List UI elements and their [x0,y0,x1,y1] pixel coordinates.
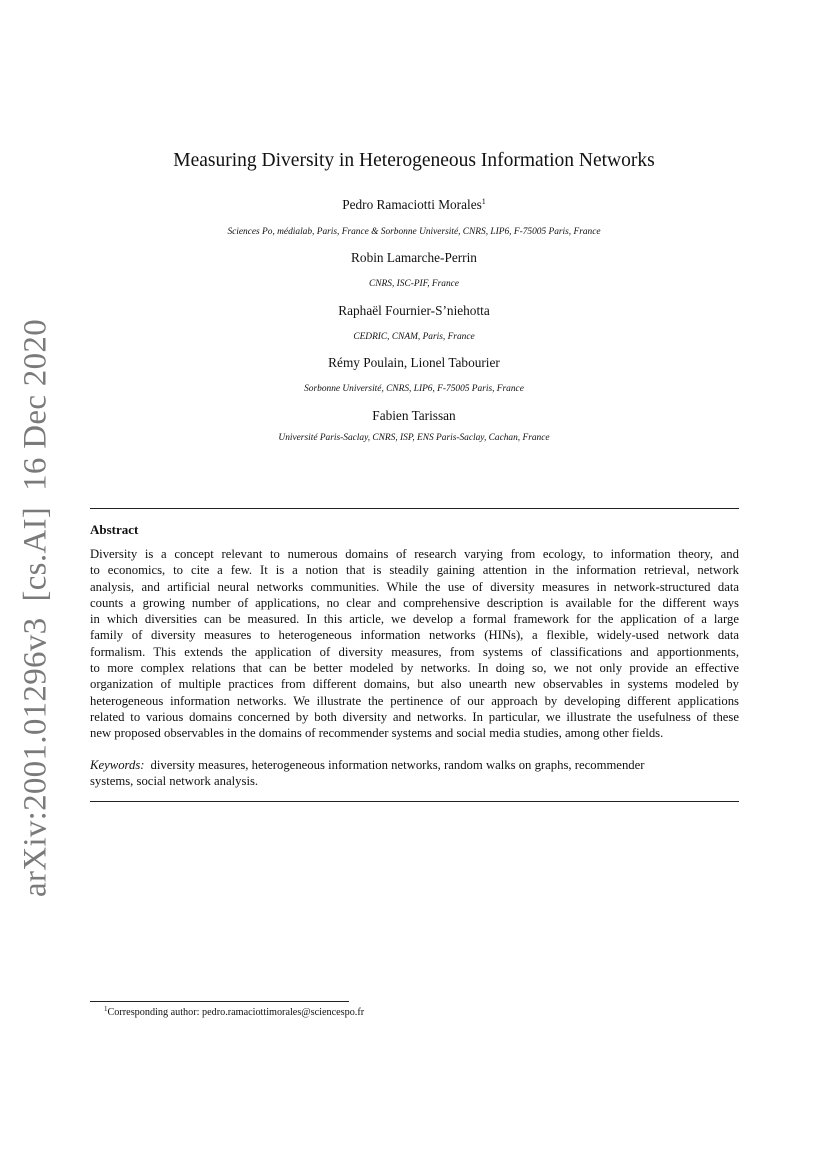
abstract-line: to more complex relations that can be better modeled by networks. In doing so, we not only provide an effective [90,661,739,676]
keywords-label: Keywords: [90,758,145,772]
arxiv-id: arXiv:2001.01296v3 [17,617,54,898]
abstract-line: related to various domains concerned by both diversity and networks. In particular, we illustrate the usefulness of these [90,709,739,724]
author-name [0,197,828,213]
abstract-line: in which diversities can be measured. In this article, we develop a formal framework for the application of a large [90,612,739,627]
abstract-line: to economics, to cite a few. It is a notion that is steadily gaining attention in the information retrieval, network [90,563,739,578]
arxiv-category: [cs.AI] [17,506,54,602]
arxiv-date: 16 Dec 2020 [17,318,54,491]
author-affiliation: CEDRIC, CNAM, Paris, France [353,332,475,342]
footnote-text: Corresponding author: pedro.ramaciottimorales@sciencespo.fr [107,1007,365,1018]
footnote-rule [90,1001,349,1002]
abstract-line: formalism. This extends the application of diversity measures, from systems of classifications and apportionments, [90,644,739,659]
keywords-text: diversity measures, heterogeneous information networks, random walks on graphs, recommender [150,758,645,772]
keywords-block [90,757,739,790]
author-name: Robin Lamarche-Perrin [351,250,477,265]
abstract-line: organization of multiple practices from different domains, but also unearth new observables in systems modeled by [90,677,739,692]
footnote-mark: 1 [104,1005,108,1013]
author-affiliation: Sciences Po, médialab, Paris, France & Sorbonne Université, CNRS, LIP6, F-75005 Paris, France [227,227,601,237]
keywords-text-continued: systems, social network analysis. [90,774,259,789]
abstract-line: counts a growing number of applications, no clear and comprehensive description is available for the different ways [90,595,739,610]
abstract-line: Diversity is a concept relevant to numerous domains of research varying from ecology, to information theory, and [90,547,739,561]
author-affiliation: Sorbonne Université, CNRS, LIP6, F-75005 Paris, France [304,384,524,394]
abstract-line: analysis, and artificial neural networks communities. While the use of diversity measures in network-structured data [90,579,739,594]
paper-title: Measuring Diversity in Heterogeneous Information Networks [173,150,655,171]
abstract-line: family of diversity measures to heterogeneous information networks (HINs), a flexible, widely-used network data [90,628,739,643]
author-name: Rémy Poulain, Lionel Tabourier [328,355,500,370]
author-affiliation: Université Paris-Saclay, CNRS, ISP, ENS Paris-Saclay, Cachan, France [278,433,550,443]
author-name: Fabien Tarissan [372,408,456,423]
abstract-bottom-rule [90,801,739,802]
footnote [104,1006,364,1019]
author-name-text: Pedro Ramaciotti Morales [342,197,482,212]
abstract-body [90,546,739,742]
arxiv-identifier-stamp [18,319,55,897]
footnote-mark: 1 [481,197,486,206]
abstract-line: heterogeneous information networks. We illustrate the pertinence of our approach by developing different applications [90,693,739,708]
author-name: Raphaël Fournier-S’niehotta [338,303,490,318]
author-affiliation: CNRS, ISC-PIF, France [369,279,459,289]
abstract-line: new proposed observables in the domains of recommender systems and social media studies, among other fields. [90,726,664,741]
abstract-top-rule [90,508,739,509]
abstract-heading: Abstract [90,522,139,537]
